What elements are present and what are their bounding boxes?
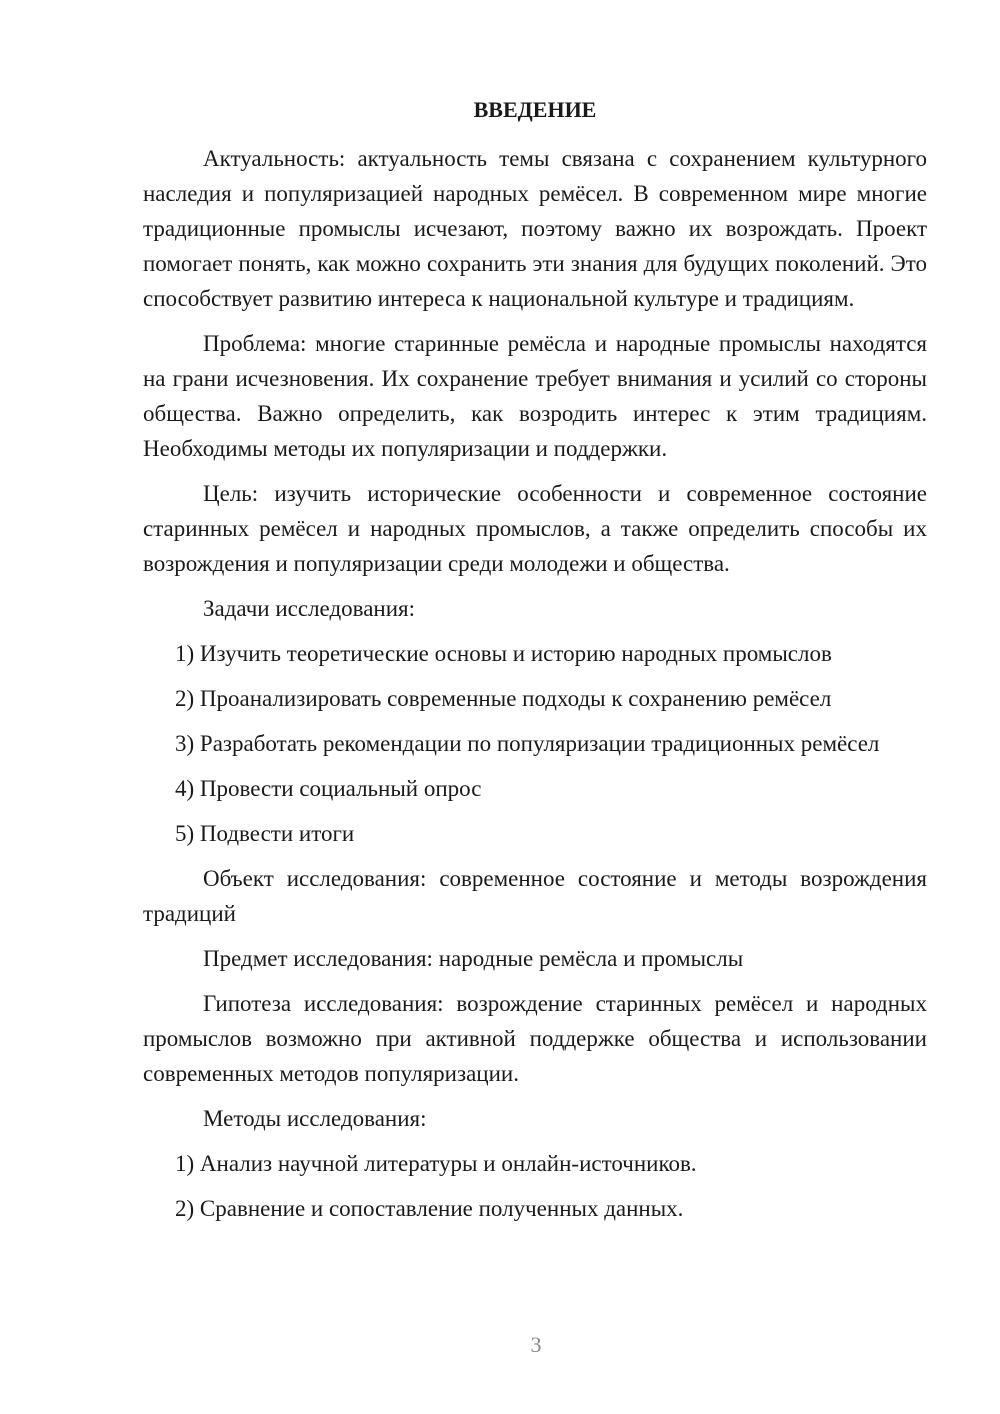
hypothesis-paragraph: Гипотеза исследования: возрождение старинных ремёсел и народных промыслов возможно при активной поддержке общества и использовании современных методов популяризации. [143,991,927,1086]
subject-paragraph: Предмет исследования: народные ремёсла и промыслы [203,946,744,971]
page-content [143,92,927,1226]
method-item-2: 2) Сравнение и сопоставление полученных данных. [175,1196,684,1221]
task-item-1: 1) Изучить теоретические основы и историю народных промыслов [175,641,832,666]
method-item-1: 1) Анализ научной литературы и онлайн-источников. [175,1151,697,1176]
page-number: 3 [530,1332,542,1357]
task-item-2: 2) Проанализировать современные подходы к сохранению ремёсел [175,686,832,711]
tasks-heading: Задачи исследования: [203,596,416,621]
methods-heading: Методы исследования: [203,1106,427,1131]
task-item-5: 5) Подвести итоги [175,821,355,846]
relevance-paragraph: Актуальность: актуальность темы связана с сохранением культурного наследия и популяризацией народных ремёсел. В современном мире многие традиционные промыслы исчезают, поэтому важно их возрождать. Проект помогает понять, как можно сохранить эти знания для будущих поколений. Это способствует развитию интереса к национальной культуре и традициям. [143,146,927,311]
goal-paragraph: Цель: изучить исторические особенности и современное состояние старинных ремёсел и народных промыслов, а также определить способы их возрождения и популяризации среди молодежи и общества. [143,481,927,576]
section-title: ВВЕДЕНИЕ [473,97,597,122]
object-paragraph: Объект исследования: современное состояние и методы возрождения традиций [143,866,927,926]
task-item-3: 3) Разработать рекомендации по популяризации традиционных ремёсел [175,731,880,756]
task-item-4: 4) Провести социальный опрос [175,776,482,801]
problem-paragraph: Проблема: многие старинные ремёсла и народные промыслы находятся на грани исчезновения. Их сохранение требует внимания и усилий со стороны общества. Важно определить, как возродить интерес к этим традициям. Необходимы методы их популяризации и поддержки. [143,331,927,461]
